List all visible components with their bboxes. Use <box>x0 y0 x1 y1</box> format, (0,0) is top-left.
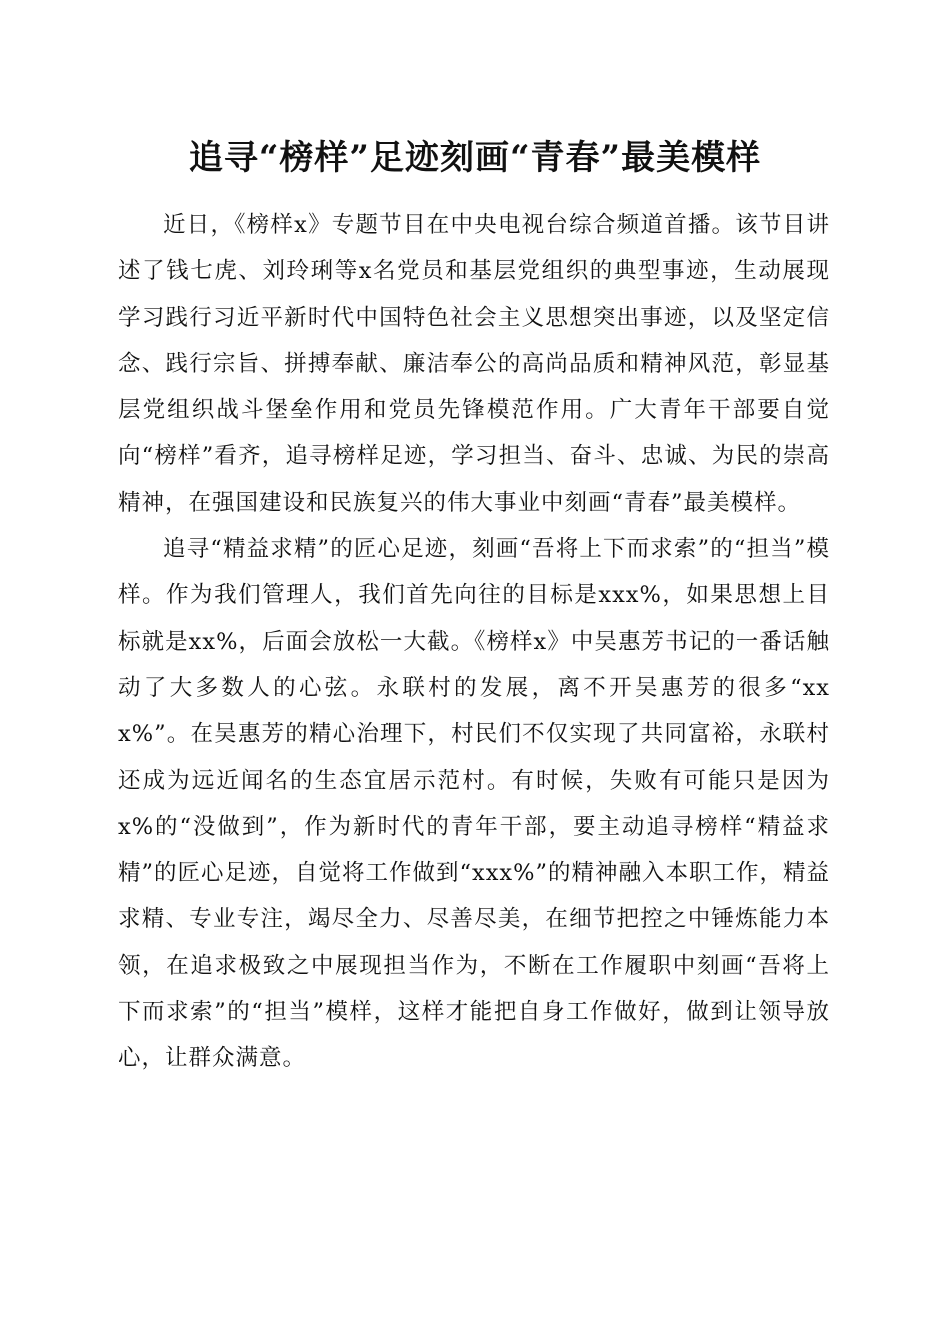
paragraph-craftsmanship: 追寻“精益求精”的匠心足迹，刻画“吾将上下而求索”的“担当”模样。作为我们管理人，我们首先向往的目标是xxx%，如果思想上目标就是xx%，后面会放松一大截。《榜样x》中吴惠芳书记的一番话触动了大多数人的心弦。永联村的发展，离不开吴惠芳的很多“xxx%”。在吴惠芳的精心治理下，村民们不仅实现了共同富裕，永联村还成为远近闻名的生态宜居示范村。有时候，失败有可能只是因为x%的“没做到”，作为新时代的青年干部，要主动追寻榜样“精益求精”的匠心足迹，自觉将工作做到“xxx%”的精神融入本职工作，精益求精、专业专注，竭尽全力、尽善尽美，在细节把控之中锤炼能力本领，在追求极致之中展现担当作为，不断在工作履职中刻画“吾将上下而求索”的“担当”模样，这样才能把自身工作做好，做到让领导放心，让群众满意。 <box>118 536 830 1072</box>
document-body <box>118 202 830 1082</box>
paragraph-intro: 近日，《榜样x》专题节目在中央电视台综合频道首播。该节目讲述了钱七虎、刘玲琍等x名党员和基层党组织的典型事迹，生动展现学习践行习近平新时代中国特色社会主义思想突出事迹，以及坚定信念、践行宗旨、拼搏奉献、廉洁奉公的高尚品质和精神风范，彰显基层党组织战斗堡垒作用和党员先锋模范作用。广大青年干部要自觉向“榜样”看齐，追寻榜样足迹，学习担当、奋斗、忠诚、为民的崇高精神，在强国建设和民族复兴的伟大事业中刻画“青春”最美模样。 <box>118 212 830 516</box>
document-title: 追寻“榜样”足迹刻画“青春”最美模样 <box>188 138 762 178</box>
